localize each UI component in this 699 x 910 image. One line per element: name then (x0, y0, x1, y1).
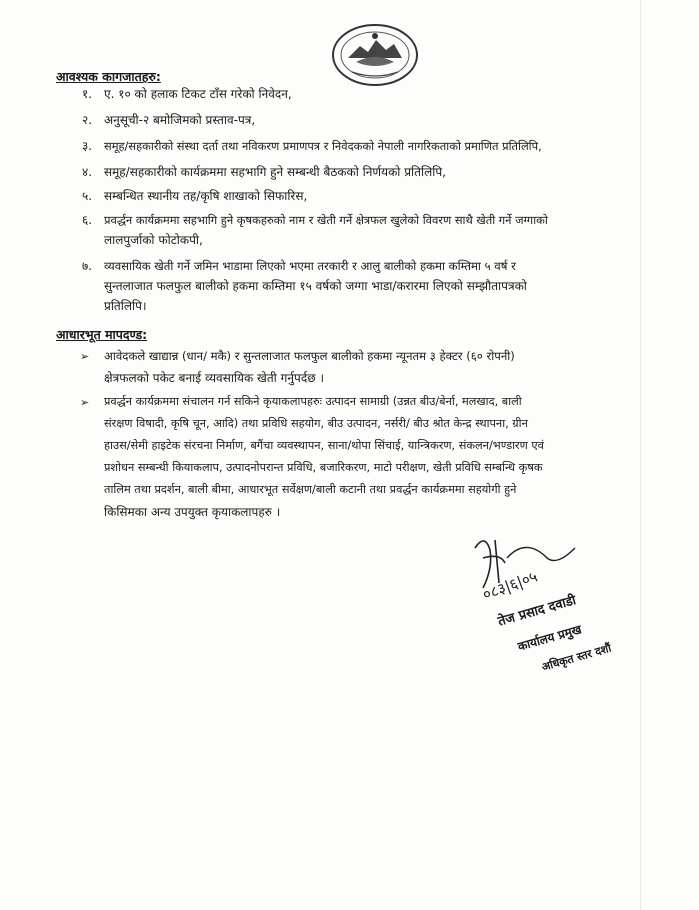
list-item: ५. सम्बन्धित स्थानीय तह/कृषि शाखाको सिफारिस, (82, 189, 308, 203)
signatory-name: तेज प्रसाद दवाडी (496, 593, 578, 630)
signatory-rank: अधिकृत स्तर दशौं (540, 641, 613, 674)
bullet-arrow-icon: ➢ (80, 396, 90, 409)
list-item-continuation: प्रतिलिपि। (104, 299, 147, 313)
svg-text:०८३|६|०५: ०८३|६|०५ (480, 567, 540, 604)
list-item: १. ए. १० को हलाक टिकट टाँस गरेको निवेदन, (82, 87, 292, 101)
signatory-title: कार्यालय प्रमुख (516, 622, 584, 654)
criteria-line: हाउस/सेमी हाइटेक संरचना निर्माण, बगैंचा व्यवस्थापन, साना/थोपा सिंचाई, यान्त्रिकरण, संकलन/भण्डारण एवं (104, 439, 544, 452)
list-item: ३. समूह/सहकारीको संस्था दर्ता तथा नविकरण प्रमाणपत्र र निवेदकको नेपाली नागरिकताको प्रमाणित प्रतिलिपि, (82, 139, 542, 153)
criteria-line: तालिम तथा प्रदर्शन, बाली बीमा, आधारभूत सर्वेक्षण/बाली कटानी तथा प्रवर्द्धन कार्यक्रममा सहयोगी हुने (104, 483, 517, 496)
criteria-line: प्रशोधन सम्बन्धी कियाकलाप, उत्पादनोपरान्त प्रविधि, बजारिकरण, माटो परीक्षण, खेती प्रविधि सम्बन्धि कृषक (104, 461, 543, 474)
scan-edge-line (640, 0, 641, 910)
list-item-continuation: लालपुर्जाको फोटोकपी, (104, 233, 203, 247)
criteria-line: आवेदकले खाद्यान्न (धान/ मकै) र सुन्तलाजात फलफुल बालीको हकमा न्यूनतम ३ हेक्टर (६० रोपनी) (104, 349, 515, 363)
criteria-line: क्षेत्रफलको पकेट बनाई व्यवसायिक खेती गर्नुपर्दछ । (104, 371, 324, 385)
list-item: ४. समूह/सहकारीको कार्यक्रममा सहभागि हुने सम्बन्धी बैठकको निर्णयको प्रतिलिपि, (82, 165, 446, 179)
bullet-arrow-icon: ➢ (80, 350, 90, 363)
list-item-continuation: सुन्तलाजात फलफुल बालीको हकमा कम्तिमा १५ वर्षको जग्गा भाडा/करारमा लिएको सम्झौतापत्रको (104, 279, 527, 293)
list-item: २. अनुसूची-२ बमोजिमको प्रस्ताव-पत्र, (82, 113, 256, 127)
criteria-line: प्रवर्द्धन कार्यक्रममा संचालन गर्न सकिने कृयाकलापहरुः उत्पादन सामाग्री (उन्नत बीउ/बेर्ना, मलखाद, बाली (104, 395, 522, 408)
government-emblem-icon (330, 22, 420, 88)
list-item: ७. व्यवसायिक खेती गर्ने जमिन भाडामा लिएको भएमा तरकारी र आलु बालीको हकमा कम्तिमा ५ वर्ष र (82, 259, 516, 273)
documents-heading: आवश्यक कागजातहरु: (56, 69, 161, 84)
handwritten-signature (455, 528, 605, 608)
criteria-line: संरक्षण विषादी, कृषि चून, आदि) तथा प्रविधि सहयोग, बीउ उत्पादन, नर्सरी/ बीउ श्रोत केन्द्र स्थापना, ग्रीन (104, 417, 528, 430)
criteria-heading: आधारभूत मापदण्ड: (56, 327, 148, 342)
criteria-line: किसिमका अन्य उपयुक्त कृयाकलापहरु । (104, 505, 281, 519)
list-item: ६. प्रवर्द्धन कार्यक्रममा सहभागि हुने कृषकहरुको नाम र खेती गर्ने क्षेत्रफल खुलेको विवरण साथै खेती गर्ने जग्गाको (82, 213, 548, 227)
